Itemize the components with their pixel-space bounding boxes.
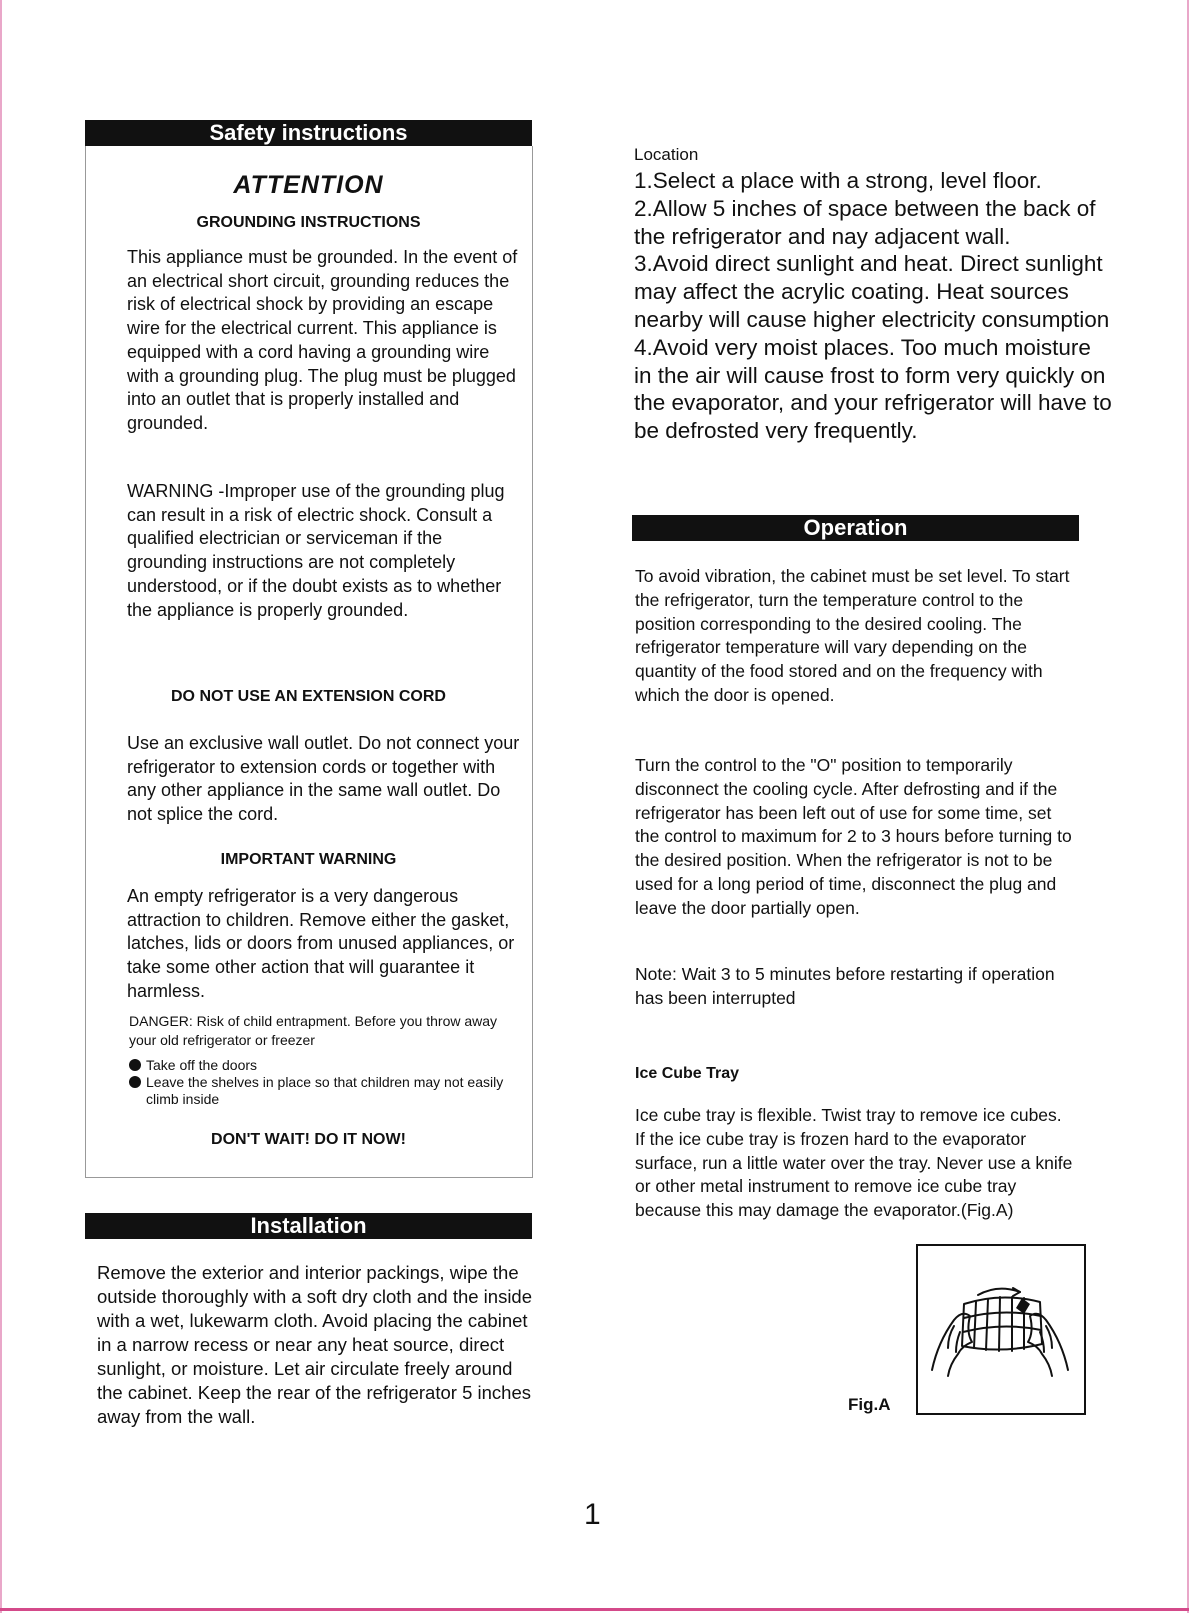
dont-wait-heading: DON'T WAIT! DO IT NOW! xyxy=(211,1131,406,1148)
operation-paragraph-2: Turn the control to the "O" position to temporarily disconnect the cooling cycle. After defrosting and if the refrigerator has been left out of use for some time, set the control to maximum for 2 to 3 hours before turning to the desired position. When the refrigerator is not to be used for a long period of time, disconnect the plug and leave the door partially open. xyxy=(635,755,1072,918)
bullet-dot-icon xyxy=(129,1076,141,1088)
page-edge-bottom xyxy=(0,1608,1189,1611)
bullet-item: Leave the shelves in place so that children may not easily climb inside xyxy=(129,1074,524,1108)
danger-bullet-list xyxy=(129,1057,524,1108)
location-item: 3.Avoid direct sunlight and heat. Direct sunlight may affect the acrylic coating. Heat sources nearby will cause higher electricity consumption xyxy=(634,251,1110,332)
figure-a-label: Fig.A xyxy=(848,1395,891,1414)
important-warning-heading: IMPORTANT WARNING xyxy=(220,851,397,868)
extension-cord-text: Use an exclusive wall outlet. Do not connect your refrigerator to extension cords or together with any other appliance in the same wall outlet. Do not splice the cord. xyxy=(127,733,520,825)
important-warning-text: An empty refrigerator is a very dangerous attraction to children. Remove either the gasket, latches, lids or doors from unused appliances, or take some other action that will guarantee it harmless. xyxy=(127,886,515,1001)
installation-heading: Installation xyxy=(85,1213,532,1239)
grounding-warning-text: WARNING -Improper use of the grounding plug can result in a risk of electric shock. Consult a qualified electrician or serviceman if the grounding instructions are not completely understood, or if the doubt exists as to whether the appliance is properly grounded. xyxy=(127,481,505,620)
bullet-item: Take off the doors xyxy=(129,1057,524,1074)
location-item: 2.Allow 5 inches of space between the back of the refrigerator and nay adjacent wall. xyxy=(634,195,1096,249)
ice-cube-tray-text: Ice cube tray is flexible. Twist tray to remove ice cubes. If the ice cube tray is frozen hard to the evaporator surface, run a little water over the tray. Never use a knife or other metal instrument to remove ice cube tray because this may damage the evaporator.(Fig.A) xyxy=(635,1105,1073,1221)
ice-cube-tray-heading: Ice Cube Tray xyxy=(635,1065,740,1082)
bullet-dot-icon xyxy=(129,1059,141,1071)
location-list xyxy=(634,167,1114,445)
danger-text: DANGER: Risk of child entrapment. Before you throw away your old refrigerator or freezer xyxy=(129,1013,498,1048)
page-edge-left xyxy=(0,0,2,1613)
location-item: 1.Select a place with a strong, level floor. xyxy=(634,168,1042,193)
grounding-instructions-heading: GROUNDING INSTRUCTIONS xyxy=(196,214,421,231)
extension-cord-heading: DO NOT USE AN EXTENSION CORD xyxy=(171,688,446,705)
operation-heading: Operation xyxy=(632,515,1079,541)
page-number: 1 xyxy=(584,1498,601,1531)
operation-note: Note: Wait 3 to 5 minutes before restarting if operation has been interrupted xyxy=(635,964,1055,1008)
location-label: Location xyxy=(634,145,699,164)
safety-instructions-heading: Safety instructions xyxy=(85,120,532,146)
hands-twisting-ice-tray-icon xyxy=(918,1246,1084,1413)
grounding-instructions-text: This appliance must be grounded. In the event of an electrical short circuit, grounding reduces the risk of electrical shock by providing an escape wire for the electrical current. This appliance is equipped with a cord having a grounding wire with a grounding plug. The plug must be plugged into an outlet that is properly installed and grounded. xyxy=(127,247,518,433)
figure-a-illustration xyxy=(916,1244,1086,1415)
attention-heading: ATTENTION xyxy=(233,171,384,199)
operation-paragraph-1: To avoid vibration, the cabinet must be set level. To start the refrigerator, turn the temperature control to the position corresponding to the desired cooling. The refrigerator temperature will vary depending on the quantity of the food stored and on the frequency with which the door is opened. xyxy=(635,566,1070,705)
location-item: 4.Avoid very moist places. Too much moisture in the air will cause frost to form very quickly on the evaporator, and your refrigerator will have to be defrosted very frequently. xyxy=(634,334,1112,444)
installation-text: Remove the exterior and interior packings, wipe the outside thoroughly with a soft dry cloth and the inside with a wet, lukewarm cloth. Avoid placing the cabinet in a narrow recess or near any heat source, direct sunlight, or moisture. Let air circulate freely around the cabinet. Keep the rear of the refrigerator 5 inches away from the wall. xyxy=(97,1262,533,1427)
